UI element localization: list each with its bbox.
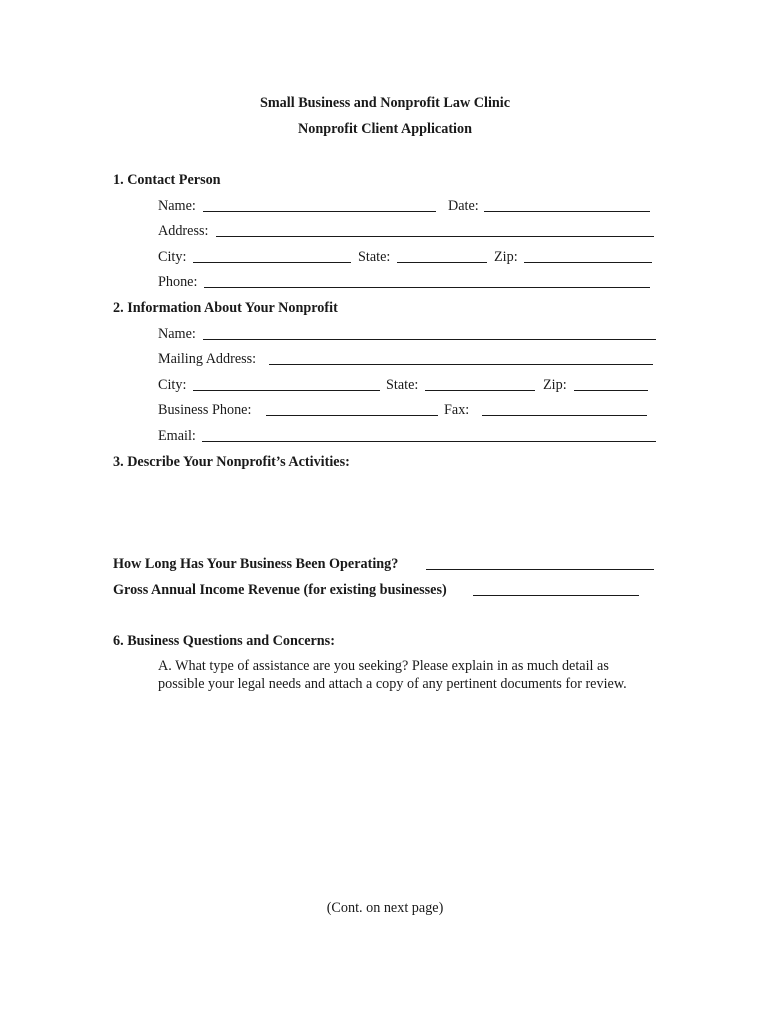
nonprofit-business-phone-field[interactable]	[266, 415, 438, 416]
activities-answer-area[interactable]	[113, 476, 656, 550]
continued-note: (Cont. on next page)	[326, 900, 444, 916]
nonprofit-state-label: State:	[386, 377, 419, 393]
contact-phone-label: Phone:	[158, 274, 198, 290]
nonprofit-zip-field[interactable]	[574, 390, 648, 391]
how-long-operating-label: How Long Has Your Business Been Operating?	[113, 556, 399, 572]
contact-date-label: Date:	[448, 198, 479, 214]
nonprofit-name-label: Name:	[158, 326, 196, 342]
nonprofit-email-label: Email:	[158, 428, 196, 444]
how-long-operating-field[interactable]	[426, 569, 654, 570]
section-nonprofit-info-heading: 2. Information About Your Nonprofit	[113, 300, 338, 316]
form-title: Small Business and Nonprofit Law Clinic	[259, 95, 511, 111]
gross-annual-income-field[interactable]	[473, 595, 639, 596]
section-activities-heading: 3. Describe Your Nonprofit’s Activities:	[113, 454, 350, 470]
nonprofit-zip-label: Zip:	[543, 377, 567, 393]
contact-address-field[interactable]	[216, 236, 654, 237]
contact-state-field[interactable]	[397, 262, 487, 263]
nonprofit-state-field[interactable]	[425, 390, 535, 391]
contact-zip-label: Zip:	[494, 249, 518, 265]
contact-state-label: State:	[358, 249, 391, 265]
contact-city-label: City:	[158, 249, 187, 265]
nonprofit-fax-field[interactable]	[482, 415, 647, 416]
contact-name-label: Name:	[158, 198, 196, 214]
nonprofit-fax-label: Fax:	[444, 402, 470, 418]
contact-city-field[interactable]	[193, 262, 351, 263]
nonprofit-city-field[interactable]	[193, 390, 380, 391]
nonprofit-mailing-address-label: Mailing Address:	[158, 351, 257, 367]
question-a-text: A. What type of assistance are you seeking? Please explain in as much detail as possible your legal needs and attach a copy of any pertinent documents for review.	[158, 658, 627, 692]
nonprofit-mailing-address-field[interactable]	[269, 364, 653, 365]
nonprofit-city-label: City:	[158, 377, 187, 393]
section-contact-person-heading: 1. Contact Person	[113, 172, 221, 188]
contact-name-field[interactable]	[203, 211, 436, 212]
nonprofit-name-field[interactable]	[203, 339, 656, 340]
gross-annual-income-label: Gross Annual Income Revenue (for existing businesses)	[113, 582, 447, 598]
contact-phone-field[interactable]	[204, 287, 650, 288]
contact-date-field[interactable]	[484, 211, 650, 212]
question-a-answer-area[interactable]	[158, 716, 656, 886]
contact-zip-field[interactable]	[524, 262, 652, 263]
nonprofit-email-field[interactable]	[202, 441, 656, 442]
nonprofit-business-phone-label: Business Phone:	[158, 402, 252, 418]
section-business-questions-heading: 6. Business Questions and Concerns:	[113, 633, 335, 649]
form-subtitle: Nonprofit Client Application	[298, 121, 472, 137]
contact-address-label: Address:	[158, 223, 209, 239]
